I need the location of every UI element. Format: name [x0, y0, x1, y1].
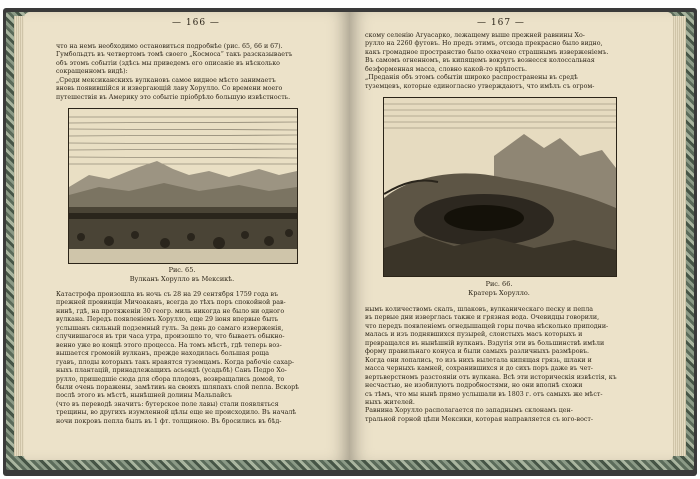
text-line: Катастрофа произошла въ ночь съ 28 на 29 сентября 1759 года въ	[56, 291, 279, 298]
figure-caption-number: Рис. 65.	[168, 266, 196, 274]
text-line: послѣ этого въ мѣстѣ, нынѣшней долины Мальпайсъ	[56, 392, 232, 400]
text-line: вертьверстномъ разстояніи отъ вулкана. Всѣ эти историческія извѣстія, къ	[365, 373, 617, 381]
text-line: масса черныхъ камней, сохранившихся и до сихъ поръ даже въ чет-	[365, 365, 593, 373]
text-line: малась и изъ поднявшихся пузырей, слоистыхъ масъ которыхъ и	[365, 331, 583, 339]
page-number: — 166 —	[172, 18, 220, 28]
page-edges-right	[672, 16, 686, 456]
text-line: прежней провинціи Мичоаканъ, всегда до тѣхъ поръ спокойной рав-	[56, 299, 286, 307]
text-block-top	[365, 32, 637, 91]
text-line: „Преданія объ этомъ событіи широко распространены въ средѣ	[365, 74, 578, 82]
text-line: безформенная масса, словно какой-то крѣпость.	[365, 65, 527, 73]
text-line: съ тѣмъ, что мы нынѣ прямо услышали въ 1803 г. отъ самыхъ же мѣст-	[365, 390, 603, 398]
text-line: тральной горной цѣпи Мексики, которая направляется съ юго-вост-	[365, 415, 594, 423]
engraving-crater	[383, 97, 617, 277]
text-line: скому селенію Агуасарко, лежащему выше прежней равнины Хо-	[365, 32, 585, 39]
text-line: туземцевъ, которые единогласно утверждаютъ, что имѣлъ съ огром-	[365, 82, 595, 90]
text-line: ныхъ плантацій, принадлежащихъ асьендѣ (усадьбѣ) Санъ Педро Хо-	[56, 367, 287, 375]
text-line: вновь появившійся и извергающій лаву Хорулло. Со времени моего	[56, 85, 283, 93]
text-line: рулло, пришедшіе сюда для сбора плодовъ, возвращались домой, то	[56, 375, 285, 383]
figure-caption-title: Кратеръ Хорулло.	[468, 289, 530, 297]
engraving-volcano-landscape	[68, 108, 298, 264]
text-line: трещины, во другихъ изумленной цѣлы еще не происходило. Въ началѣ	[56, 409, 297, 417]
text-line: какъ громадное пространство было охвачено страшнымъ изверженіемъ.	[365, 48, 609, 56]
text-line: что на немъ необходимо остановиться подробнѣе (рис. 65, 66 и 67).	[56, 43, 283, 50]
text-line: Равнина Хорулло располагается по западнымъ склонамъ цен-	[365, 407, 573, 415]
text-line: рулло на 2260 футовъ. Но предъ этимъ, отсюда прекрасно было видно,	[365, 40, 603, 48]
text-line: вулкана. Передъ появленіемъ Хорулло, еще 29 іюня впервые быть	[56, 316, 279, 324]
text-line: вышается громовій вулканъ, прежде находилась большая роща	[56, 350, 270, 358]
text-line: несчастью, не изобилуютъ подробностями, но они вполнѣ схожи	[365, 382, 583, 390]
text-line: случившагося въ три часа утра, произошло то, что бываетъ обыкно-	[56, 333, 285, 341]
text-line: сокращенномъ видѣ):	[56, 68, 128, 76]
text-line: венно уже во концѣ этого процесса. На томъ мѣстѣ, гдѣ теперь воз-	[56, 341, 282, 349]
text-line: Когда они лопались, то изъ нихъ вылетала кипящая грязь, шлаки и	[365, 356, 592, 364]
figure-caption-number: Рис. 66.	[485, 280, 513, 288]
text-line: нинѣ, гдѣ, на протяженіи 30 геогр. миль никогда не было ни одного	[56, 307, 285, 315]
text-line: форму правильнаго конуса и были самыхъ различныхъ размѣровъ.	[365, 348, 590, 356]
text-line: ночи покровъ пепла былъ въ 1 фт. толщиною. Въ бросились въ бѣд-	[56, 417, 282, 425]
text-line: услышанъ сильный подземный гулъ. За день до самаго изверженія,	[56, 324, 284, 332]
text-line: были очень поражены, замѣтивъ на своихъ шляпахъ слой пепла. Вскорѣ	[56, 383, 299, 391]
left-page	[24, 12, 350, 460]
text-line: Въ самомъ огненномъ, въ кипящемъ вокругъ вознесся колоссальная	[365, 57, 595, 65]
right-page	[349, 12, 673, 460]
text-block-bottom	[365, 306, 645, 424]
text-line: объ этомъ событіи (здѣсь мы приведемъ его описаніе въ нѣсколько	[56, 59, 280, 67]
text-line: превращался въ нынѣшній вулканъ. Вздутія эти въ большинствѣ имѣли	[365, 339, 605, 347]
text-line: что передъ появленіемъ огнедышащей горы почва нѣсколько приподни-	[365, 322, 609, 330]
text-line: гуавъ, плоды которыхъ такъ нравятся туземцамъ. Когда рабочіе сахар-	[56, 358, 295, 366]
figure-caption-title: Вулканъ Хорулло въ Мексикѣ.	[129, 275, 235, 283]
page-number: — 167 —	[477, 18, 525, 28]
text-line: Гумбольдтъ въ четвертомъ томѣ своего „Космоса“ такъ разсказываетъ	[56, 51, 293, 59]
text-block-top	[56, 43, 334, 102]
text-line: путешествія въ Америку это событіе пріобрѣло большую извѣстность.	[56, 93, 291, 101]
text-line: „Среди мексиканскихъ вулкановъ самое видное мѣсто занимаетъ	[56, 76, 276, 84]
text-line: въ первые дни изверглась также и грязная вода. Очевидцы говорили,	[365, 314, 600, 322]
text-line: (что въ переводѣ значитъ: бутерское поле лавы) стали появляться	[56, 400, 279, 408]
text-line: ныхъ жителей.	[365, 398, 415, 406]
text-block-bottom	[56, 291, 338, 426]
text-line: нымъ количествомъ скалъ, шлаковъ, вулканическаго песку и пепла	[365, 306, 593, 313]
